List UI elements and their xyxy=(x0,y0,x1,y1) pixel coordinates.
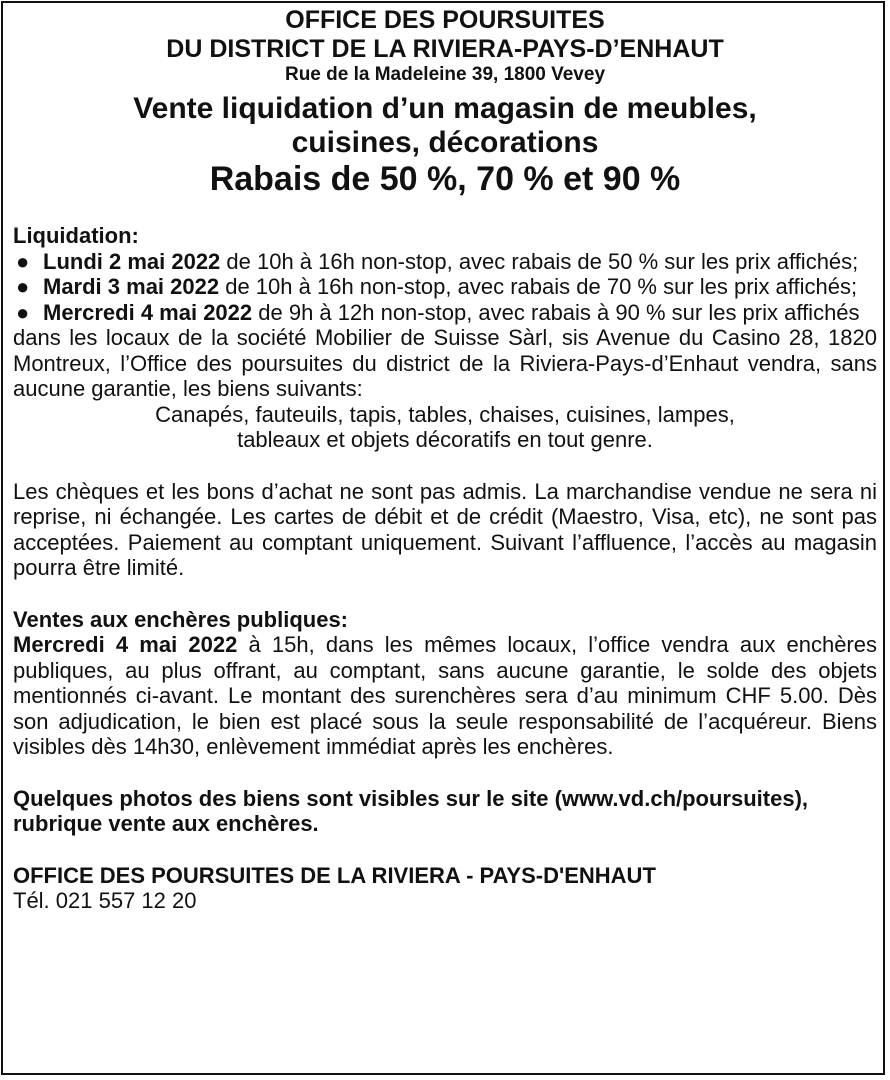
auction-details: à 15h, dans les mêmes locaux, l’office vendra aux enchères publiques, au plus offrant, au comptant, sans aucune garantie, le solde des objets mentionnés ci-avant. Le montant des surenchères sera d’au minimum CHF 5.00. Dès son adjudication, le bien est placé sous la seule responsabilité de l’acquéreur. Biens visibles dès 14h30, enlèvement immédiat après les enchères. xyxy=(13,632,877,759)
headline-discounts: Rabais de 50 %, 70 % et 90 % xyxy=(209,160,681,198)
sale-details: de 10h à 16h non-stop, avec rabais de 50 % sur les prix affichés; xyxy=(220,248,859,274)
headline-line2: cuisines, décorations xyxy=(291,126,599,159)
liquidation-label: Liquidation: xyxy=(13,223,139,248)
notice-document xyxy=(13,6,877,914)
office-address: Rue de la Madeleine 39, 1800 Vevey xyxy=(284,64,606,85)
auction-paragraph xyxy=(13,632,877,760)
sale-day: Mercredi 4 mai 2022 xyxy=(43,299,253,325)
photos-note: Quelques photos des biens sont visibles sur le site (www.vd.ch/poursuites), rubrique vente aux enchères. xyxy=(13,785,809,836)
list-item xyxy=(13,300,877,326)
headline-line1: Vente liquidation d’un magasin de meubles, xyxy=(133,92,757,125)
sale-day: Lundi 2 mai 2022 xyxy=(43,248,221,274)
auction-label: Ventes aux enchères publiques: xyxy=(13,606,349,632)
sale-conditions: Les chèques et les bons d’achat ne sont pas admis. La marchandise vendue ne sera ni reprise, ni échangée. Les cartes de débit et de crédit (Maestro, Visa, etc), ne sont pas acceptées. Paiement au comptant uniquement. Suivant l’affluence, l’accès au magasin pourra être limité. xyxy=(13,478,877,580)
footer-office: OFFICE DES POURSUITES DE LA RIVIERA - PAYS-D'ENHAUT xyxy=(13,862,656,888)
bullet-icon: ● xyxy=(16,299,30,325)
bullet-icon: ● xyxy=(16,274,30,299)
footer-phone: Tél. 021 557 12 20 xyxy=(13,888,197,913)
office-title-line1: OFFICE DES POURSUITES xyxy=(285,6,605,34)
bullet-icon: ● xyxy=(16,248,30,274)
liquidation-list xyxy=(13,249,877,326)
list-item xyxy=(13,274,877,300)
goods-line1: Canapés, fauteuils, tapis, tables, chaises, cuisines, lampes, xyxy=(155,401,735,427)
sale-details: de 9h à 12h non-stop, avec rabais à 90 % sur les prix affichés xyxy=(252,299,860,325)
sale-day: Mardi 3 mai 2022 xyxy=(43,274,220,299)
list-item xyxy=(13,249,877,275)
goods-line2: tableaux et objets décoratifs en tout genre. xyxy=(237,427,653,452)
auction-day: Mercredi 4 mai 2022 xyxy=(13,632,238,657)
liquidation-body: dans les locaux de la société Mobilier de Suisse Sàrl, sis Avenue du Casino 28, 1820 Montreux, l’Office des poursuites du district de la Riviera-Pays-d’Enhaut vendra, sans aucune garantie, les biens suivants: xyxy=(13,325,877,401)
sale-details: de 10h à 16h non-stop, avec rabais de 70 % sur les prix affichés; xyxy=(219,274,858,299)
office-title-line2: DU DISTRICT DE LA RIVIERA-PAYS-D’ENHAUT xyxy=(166,35,724,63)
